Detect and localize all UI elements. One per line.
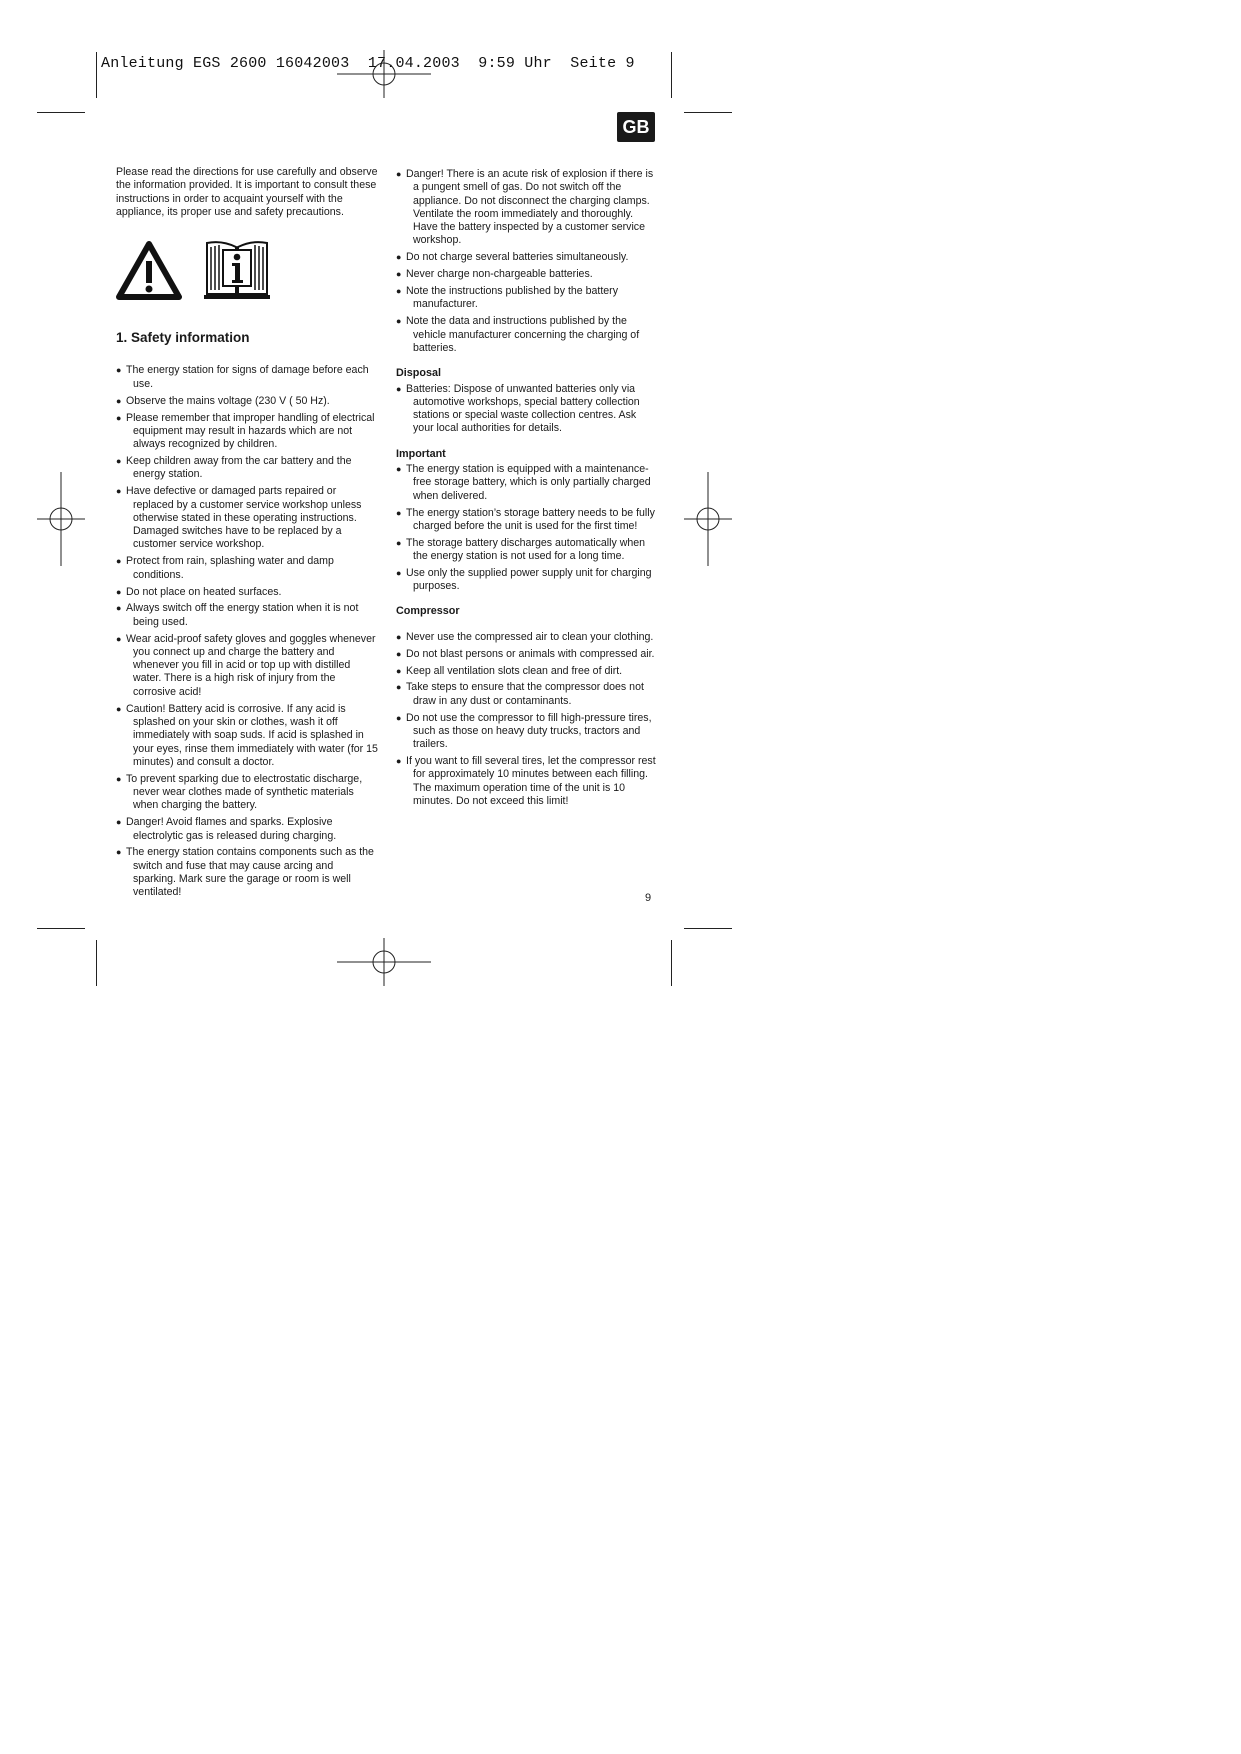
list-item: ● Do not place on heated surfaces. (116, 586, 378, 599)
column-right (396, 168, 656, 812)
section-title-safety: 1. Safety information (116, 330, 250, 346)
crop-mark (671, 940, 672, 986)
list-item: ● The energy station for signs of damage before each use. (116, 364, 378, 391)
list-item: ● The energy station is equipped with a maintenance-free storage battery, which is only partially charged when delivered. (396, 463, 656, 503)
crop-mark (671, 52, 672, 98)
print-header: Anleitung EGS 2600 16042003 17.04.2003 9:59 Uhr Seite 9 (101, 55, 635, 72)
list-item: ● Do not use the compressor to fill high-pressure tires, such as those on heavy duty trucks, tractors and trailers. (396, 712, 656, 752)
list-item: ● Use only the supplied power supply unit for charging purposes. (396, 567, 656, 594)
manual-book-info-icon (202, 237, 272, 301)
section-title-disposal: Disposal (396, 367, 442, 380)
list-item: ● Never charge non-chargeable batteries. (396, 268, 656, 281)
list-item: ● Take steps to ensure that the compressor does not draw in any dust or contaminants. (396, 681, 656, 708)
list-item: ● Note the instructions published by the battery manufacturer. (396, 285, 656, 312)
page-number: 9 (645, 892, 652, 904)
crop-mark (684, 112, 732, 113)
list-item: ● To prevent sparking due to electrostatic discharge, never wear clothes made of synthetic materials when charging the battery. (116, 773, 378, 813)
list-item: ● Danger! Avoid flames and sparks. Explosive electrolytic gas is released during charging. (116, 816, 378, 843)
list-item: ● Have defective or damaged parts repaired or replaced by a customer service workshop unless otherwise stated in these operating instructions. Damaged switches have to be replaced by a customer service workshop. (116, 485, 378, 551)
safety-list-continued (396, 168, 656, 355)
list-item: ● The energy station contains components such as the switch and fuse that may cause arcing and sparking. Mark sure the garage or room is well ventilated! (116, 846, 378, 899)
list-item: ● The storage battery discharges automatically when the energy station is not used for a long time. (396, 537, 656, 564)
disposal-list (396, 383, 656, 436)
list-item: ● Protect from rain, splashing water and damp conditions. (116, 555, 378, 582)
language-badge: GB (617, 112, 655, 142)
important-list (396, 463, 656, 593)
column-left (116, 166, 378, 903)
registration-mark-bottom (337, 938, 431, 986)
list-item: ● Observe the mains voltage (230 V ( 50 Hz). (116, 395, 378, 408)
list-item: ● Never use the compressed air to clean your clothing. (396, 631, 656, 644)
crop-mark (96, 52, 97, 98)
crop-mark (684, 928, 732, 929)
safety-list (116, 364, 378, 899)
safety-icons (116, 237, 378, 309)
compressor-list (396, 631, 656, 809)
registration-mark-left (37, 472, 85, 566)
list-item: ● Note the data and instructions published by the vehicle manufacturer concerning the charging of batteries. (396, 315, 656, 355)
list-item: ● Danger! There is an acute risk of explosion if there is a pungent smell of gas. Do not switch off the appliance. Do not disconnect the charging clamps. Ventilate the room immediately and thoroughly. Have the battery inspected by a customer service workshop. (396, 168, 656, 248)
list-item: ● Please remember that improper handling of electrical equipment may result in hazards which are not always recognized by children. (116, 412, 378, 452)
section-title-important: Important (396, 447, 446, 460)
list-item: ● Do not blast persons or animals with compressed air. (396, 648, 656, 661)
section-title-compressor: Compressor (396, 605, 460, 618)
list-item: ● Keep all ventilation slots clean and free of dirt. (396, 665, 656, 678)
crop-mark (96, 940, 97, 986)
list-item: ● If you want to fill several tires, let the compressor rest for approximately 10 minutes between each filling. The maximum operation time of the unit is 10 minutes. Do not exceed this limit! (396, 755, 656, 808)
intro-paragraph: Please read the directions for use carefully and observe the information provided. It is important to consult these instructions in order to acquaint yourself with the appliance, its proper use and safety precautions. (116, 166, 378, 218)
warning-triangle-icon (116, 241, 182, 301)
crop-mark (37, 112, 85, 113)
list-item: ● Wear acid-proof safety gloves and goggles whenever you connect up and charge the battery and whenever you fill in acid or top up with distilled water. There is a high risk of injury from the corrosive acid! (116, 633, 378, 699)
list-item: ● The energy station’s storage battery needs to be fully charged before the unit is used for the first time! (396, 507, 656, 534)
list-item: ● Caution! Battery acid is corrosive. If any acid is splashed on your skin or clothes, wash it off immediately with soap suds. If acid is splashed in your eyes, rinse them immediately with water (for 15 minutes) and consult a doctor. (116, 703, 378, 769)
registration-mark-top (337, 50, 431, 98)
list-item: ● Batteries: Dispose of unwanted batteries only via automotive workshops, special battery collection stations or special waste collection centres. Ask your local authorities for details. (396, 383, 656, 436)
list-item: ● Keep children away from the car battery and the energy station. (116, 455, 378, 482)
list-item: ● Always switch off the energy station when it is not being used. (116, 602, 378, 629)
registration-mark-right (684, 472, 732, 566)
crop-mark (37, 928, 85, 929)
list-item: ● Do not charge several batteries simultaneously. (396, 251, 656, 264)
